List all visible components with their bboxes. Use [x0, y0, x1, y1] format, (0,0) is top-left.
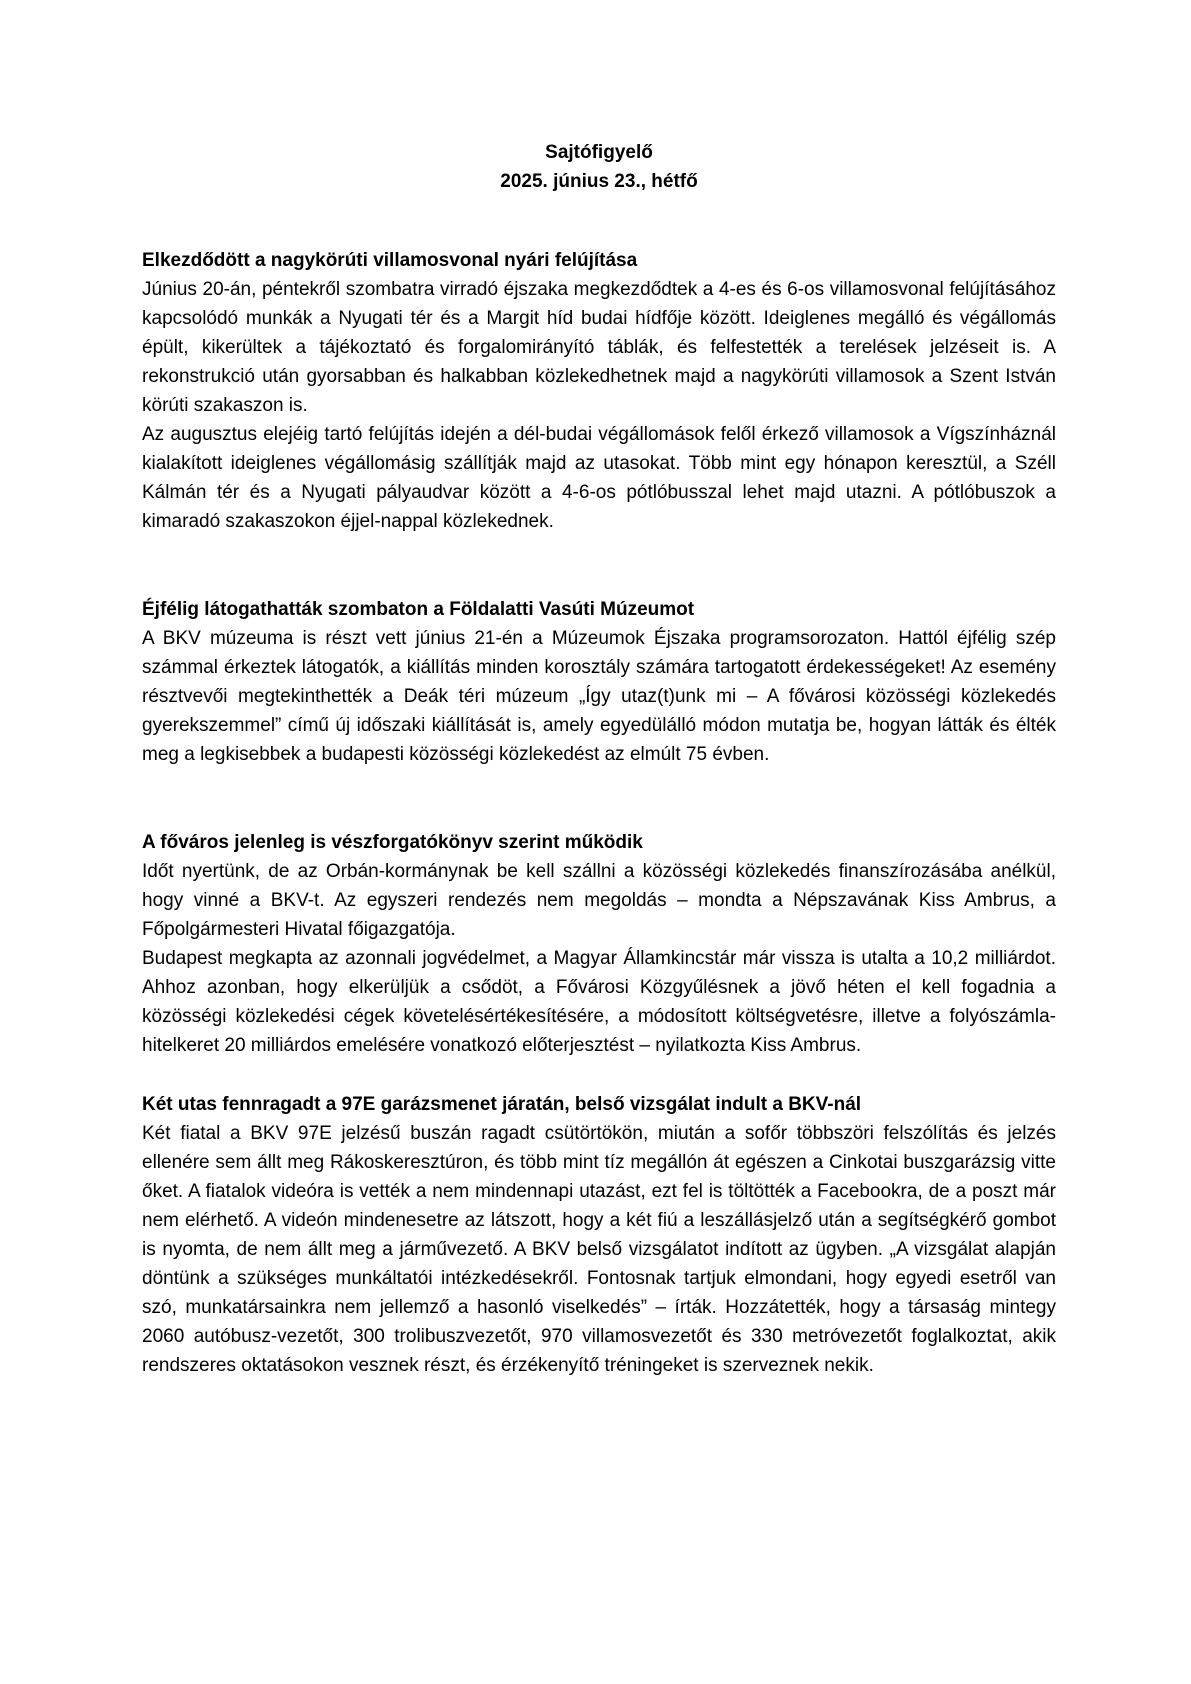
- article: [142, 595, 1056, 769]
- article: [142, 828, 1056, 1060]
- article-paragraph: Budapest megkapta az azonnali jogvédelmet, a Magyar Államkincstár már vissza is utalta a 10,2 milliárdot. Ahhoz azonban, hogy elkerüljük a csődöt, a Fővárosi Közgyűlésnek a jövő héten el kell fogadnia a közösségi közlekedési cégek követelésértékesítésére, a módosított költségvetésre, illetve a folyószámla-hitelkeret 20 milliárdos emelésére vonatkozó előterjesztést – nyilatkozta Kiss Ambrus.: [142, 948, 1056, 1056]
- document-title: Sajtófigyelő: [545, 142, 653, 163]
- article-paragraph: Időt nyertünk, de az Orbán-kormánynak be kell szállni a közösségi közlekedés finanszírozásába anélkül, hogy vinné a BKV-t. Az egyszeri rendezés nem megoldás – mondta a Népszavának Kiss Ambrus, a Főpolgármesteri Hivatal főigazgatója.: [142, 861, 1056, 940]
- document-page: [142, 138, 1056, 1380]
- article-title: Éjfélig látogathatták szombaton a Földalatti Vasúti Múzeumot: [142, 599, 695, 620]
- article-title: A főváros jelenleg is vészforgatókönyv szerint működik: [142, 832, 643, 853]
- article-paragraph: Június 20-án, péntekről szombatra virradó éjszaka megkezdődtek a 4-es és 6-os villamosvonal felújításához kapcsolódó munkák a Nyugati tér és a Margit híd budai hídfője között. Ideiglenes megálló és végállomás épült, kikerültek a tájékoztató és forgalomirányító táblák, és felfestették a terelések jelzéseit is. A rekonstrukció után gyorsabban és halkabban közlekedhetnek majd a nagykörúti villamosok a Szent István körúti szakaszon is.: [142, 279, 1056, 416]
- article-title: Két utas fennragadt a 97E garázsmenet járatán, belső vizsgálat indult a BKV-nál: [142, 1094, 862, 1115]
- article-paragraph: A BKV múzeuma is részt vett június 21-én a Múzeumok Éjszaka programsorozaton. Hattól éjfélig szép számmal érkeztek látogatók, a kiállítás minden korosztály számára tartogatott érdekességeket! Az esemény résztvevői megtekinthették a Deák téri múzeum „Így utaz(t)unk mi – A fővárosi közösségi közlekedés gyerekszemmel” című új időszaki kiállítását is, amely egyedülálló módon mutatja be, hogyan látták és élték meg a legkisebbek a budapesti közösségi közlekedést az elmúlt 75 évben.: [142, 628, 1056, 765]
- document-date: 2025. június 23., hétfő: [500, 171, 698, 192]
- article-paragraph: Két fiatal a BKV 97E jelzésű buszán ragadt csütörtökön, miután a sofőr többszöri felszólítás és jelzés ellenére sem állt meg Rákoskeresztúron, és több mint tíz megállón át egészen a Cinkotai buszgarázsig vitte őket. A fiatalok videóra is vették a nem mindennapi utazást, ezt fel is töltötték a Facebookra, de a poszt már nem elérhető. A videón mindenesetre az látszott, hogy a két fiú a leszállásjelző után a segítségkérő gombot is nyomta, de nem állt meg a járművezető. A BKV belső vizsgálatot indított az ügyben. „A vizsgálat alapján döntünk a szükséges munkáltatói intézkedésekről. Fontosnak tartjuk elmondani, hogy egyedi esetről van szó, munkatársainkra nem jellemző a hasonló viselkedés” – írták. Hozzátették, hogy a társaság mintegy 2060 autóbusz-vezetőt, 300 trolibuszvezetőt, 970 villamosvezetőt és 330 metróvezetőt foglalkoztat, akik rendszeres oktatásokon vesznek részt, és érzékenyítő tréningeket is szerveznek nekik.: [142, 1123, 1056, 1376]
- document-header: [142, 138, 1056, 196]
- article-title: Elkezdődött a nagykörúti villamosvonal nyári felújítása: [142, 250, 638, 271]
- article: [142, 246, 1056, 536]
- article-paragraph: Az augusztus elejéig tartó felújítás idején a dél-budai végállomások felől érkező villamosok a Vígszínháznál kialakított ideiglenes végállomásig szállítják majd az utasokat. Több mint egy hónapon keresztül, a Széll Kálmán tér és a Nyugati pályaudvar között a 4-6-os pótlóbusszal lehet majd utazni. A pótlóbuszok a kimaradó szakaszokon éjjel-nappal közlekednek.: [142, 424, 1056, 532]
- article: [142, 1090, 1056, 1380]
